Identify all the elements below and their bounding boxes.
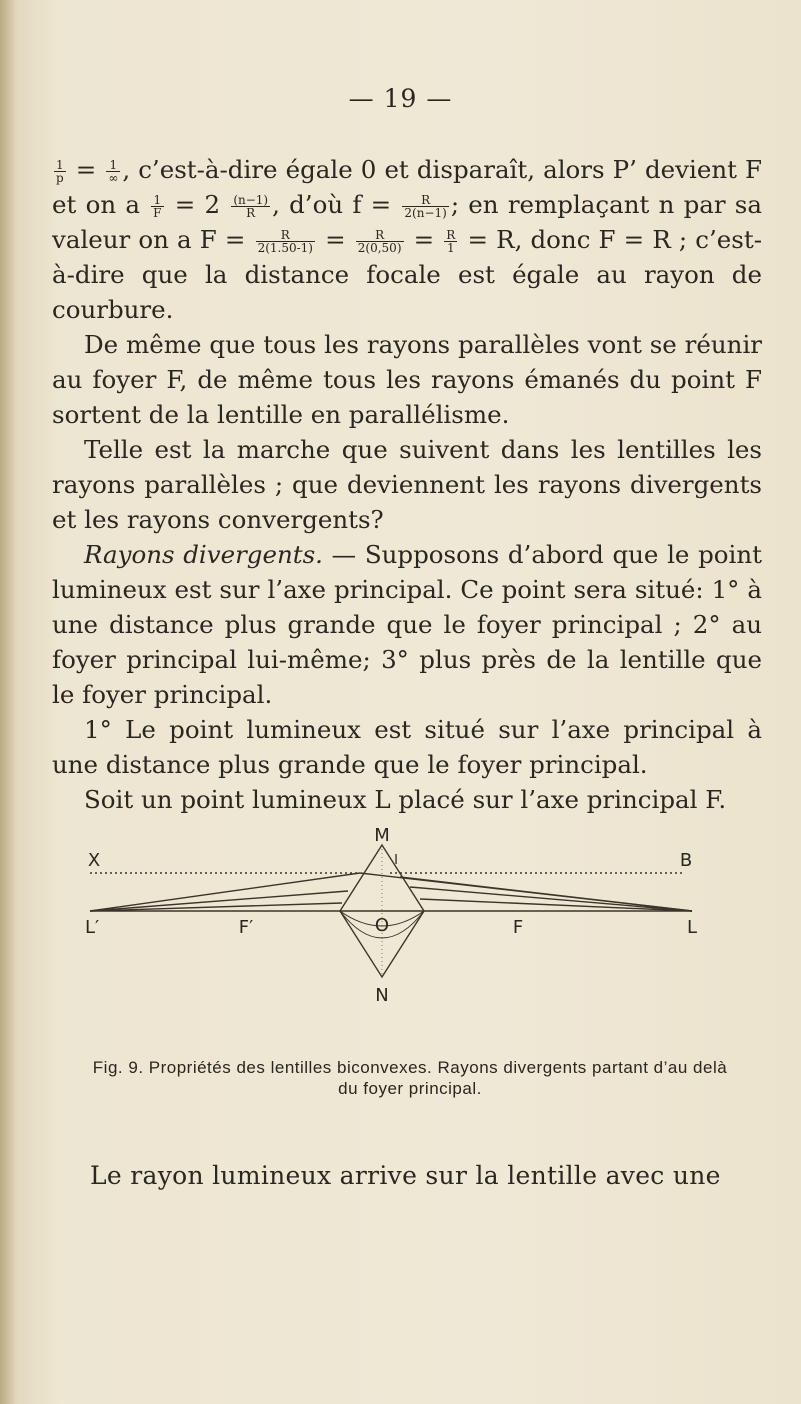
fraction-n-minus-1-over-R: $\frac{(n-1)}{R}$	[233, 193, 269, 220]
last-line: Le rayon lumineux arrive sur la lentille avec une	[90, 1161, 721, 1190]
label-F-prime: F′	[238, 917, 254, 938]
incident-ray-3	[90, 903, 342, 911]
fraction-1-over-F: $\frac{1}{F}$	[153, 193, 162, 220]
label-N: N	[375, 985, 389, 1006]
fraction-1-over-p-prime: $\frac{1}{p}$	[56, 158, 64, 185]
paragraph-3: Telle est la marche que suivent dans les lentilles les rayons parallèles ; que deviennent les rayons divergents et les rayons convergents?	[52, 435, 762, 534]
fraction-R-over-2n-1: $\frac{R}{2(n-1)}$	[404, 193, 447, 220]
paragraph-6: Soit un point lumineux L placé sur l’axe principal F.	[84, 785, 727, 814]
section-title: Rayons divergents.	[84, 540, 323, 569]
lens-figure	[70, 825, 750, 1025]
figure-caption: Fig. 9. Propriétés des lentilles biconvexes. Rayons divergents partant d’au delà du foyer principal.	[92, 1058, 728, 1098]
label-I: I	[394, 853, 398, 868]
fraction-1-over-infinity: $\frac{1}{\infty}$	[108, 158, 119, 185]
refracted-ray-2	[400, 877, 692, 911]
page-edge-shadow	[0, 0, 14, 1404]
lens-diagram	[70, 825, 750, 1025]
paragraph-2: De même que tous les rayons parallèles vont se réunir au foyer F, de même tous les rayons émanés du point F sortent de la lentille en parallélisme.	[52, 330, 762, 429]
fraction-R-over-2-050: $\frac{R}{2(0,50)}$	[357, 228, 402, 255]
body-text	[52, 152, 762, 817]
refracted-ray-4	[420, 899, 692, 911]
refracted-ray-3	[410, 887, 692, 911]
label-L: L	[686, 917, 698, 938]
fraction-R-over-2-150: $\frac{R}{2(1.50-1)}$	[257, 228, 313, 255]
fraction-R-over-1: $\frac{R}{1}$	[446, 228, 456, 255]
paragraph-1: $\frac{1}{p}$ = $\frac{1}{\infty}$ , c’est-à-dire égale 0 et disparaît, alors P’ devient F et on a $\frac{1}{F}$ = 2 $\frac{(n-1)}{R}$ , d’où f = $\frac{R}{2(n-1)}$ ; en remplaçant n par sa valeur on a F = $\frac{R}{2(1.50-1)}$ = $\frac{R}{2(0,50)}$ = $\frac{R}{1}$ = R, donc F = R ; c’est-à-dire que la distance focale est égale au rayon de courbure.	[52, 155, 763, 324]
page-number: — 19 —	[348, 84, 453, 113]
paragraph-5: 1° Le point lumineux est situé sur l’axe principal à une distance plus grande que le foyer principal.	[52, 715, 762, 779]
paragraph-4: Rayons divergents. — Supposons d’abord que le point lumineux est sur l’axe principal. Ce point sera situé: 1° à une distance plus grande que le foyer principal ; 2° au foyer principal lui-même; 3° plus près de la lentille que le foyer principal.	[52, 540, 762, 709]
label-L-prime: L′	[84, 917, 100, 938]
label-B: B	[679, 850, 693, 871]
incident-ray-2	[90, 891, 348, 911]
incident-ray-1	[90, 873, 360, 911]
label-M: M	[374, 825, 390, 846]
label-X: X	[87, 850, 101, 871]
label-O: O	[374, 915, 390, 936]
label-F: F	[512, 917, 524, 938]
